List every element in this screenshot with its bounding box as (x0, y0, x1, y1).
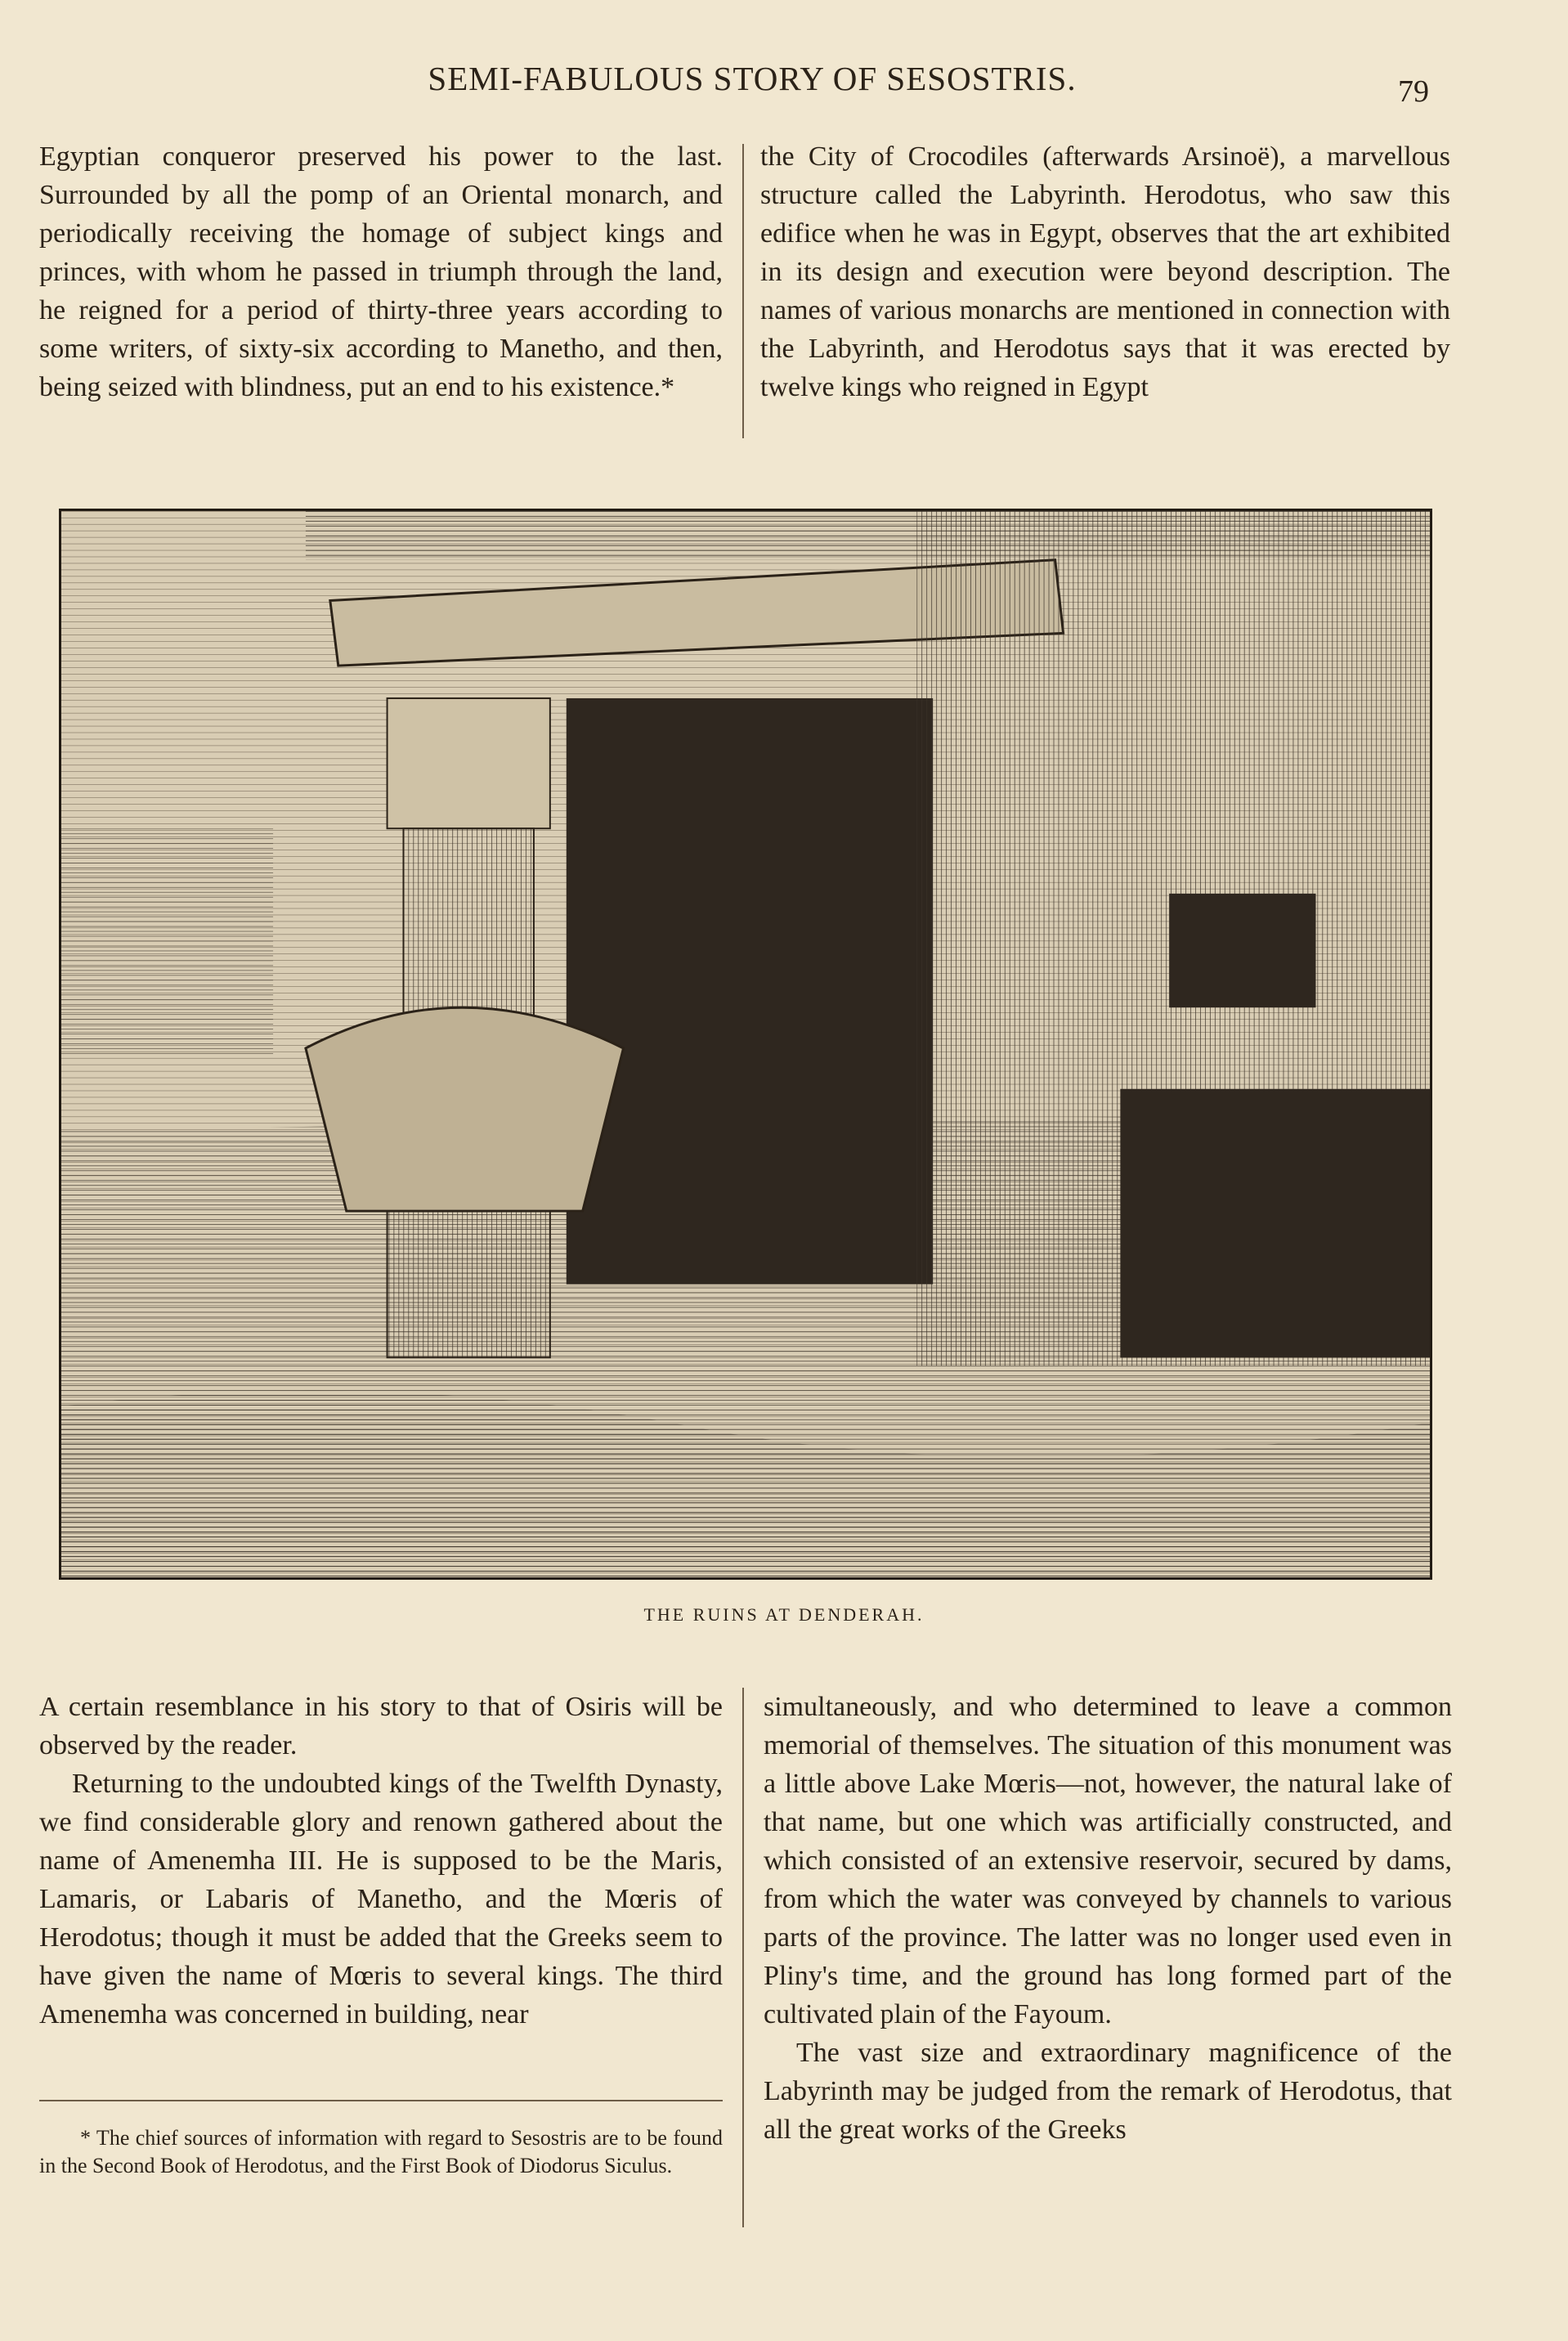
engraving-illustration (61, 511, 1430, 1577)
paragraph: simultaneously, and who determined to leave a common memorial of themselves. The situation of this monument was a little above Lake Mœris—not, however, the natural lake of that name, but one which was artificially constructed, and which consisted of an extensive reservoir, secured by dams, from which the water was conveyed by channels to various parts of the province. The latter was no longer used even in Pliny's time, and the ground has long formed part of the cultivated plain of the Fayoum. (764, 1692, 1452, 2029)
top-right-column (760, 137, 1450, 406)
paragraph: Returning to the undoubted kings of the Twelfth Dynasty, we find considerable glory and renown gathered about the name of Amenemha III. He is supposed to be the Maris, Lamaris, or Labaris of Manetho, and the Mœris of Herodotus; though it must be added that the Greeks seem to have given the name of Mœris to several kings. The third Amenemha was concerned in building, near (39, 1769, 723, 2029)
paragraph: A certain resemblance in his story to that of Osiris will be observed by the reader. (39, 1692, 723, 1760)
paragraph: Egyptian conqueror preserved his power to the last. Surrounded by all the pomp of an Oriental monarch, and periodically receiving the homage of subject kings and princes, with whom he passed in triumph through the land, he reigned for a period of thirty-three years according to some writers, of sixty-six according to Manetho, and then, being seized with blindness, put an end to his existence.* (39, 141, 723, 402)
column-divider (742, 144, 744, 438)
footnote-rule (39, 2100, 723, 2101)
running-head: SEMI-FABULOUS STORY OF SESOSTRIS. (428, 60, 1077, 97)
engraving-ruins-denderah (59, 509, 1432, 1580)
bottom-right-column (764, 1688, 1452, 2149)
page-number: 79 (1398, 74, 1429, 109)
footnote: * The chief sources of information with regard to Sesostris are to be found in the Second Book of Herodotus, and the First Book of Diodorus Siculus. (39, 2126, 723, 2177)
top-left-column (39, 137, 723, 406)
illustration-caption: THE RUINS AT DENDERAH. (643, 1604, 925, 1625)
paragraph: the City of Crocodiles (afterwards Arsinoë), a marvellous structure called the Labyrinth. Herodotus, who saw this edifice when he was in Egypt, observes that the art exhibited in its design and execution were beyond description. The names of various monarchs are mentioned in connection with the Labyrinth, and Herodotus says that it was erected by twelve kings who reigned in Egypt (760, 141, 1450, 402)
paragraph: The vast size and extraordinary magnificence of the Labyrinth may be judged from the remark of Herodotus, that all the great works of the Greeks (764, 2038, 1452, 2145)
bottom-left-column (39, 1688, 723, 2034)
column-divider (742, 1688, 744, 2227)
